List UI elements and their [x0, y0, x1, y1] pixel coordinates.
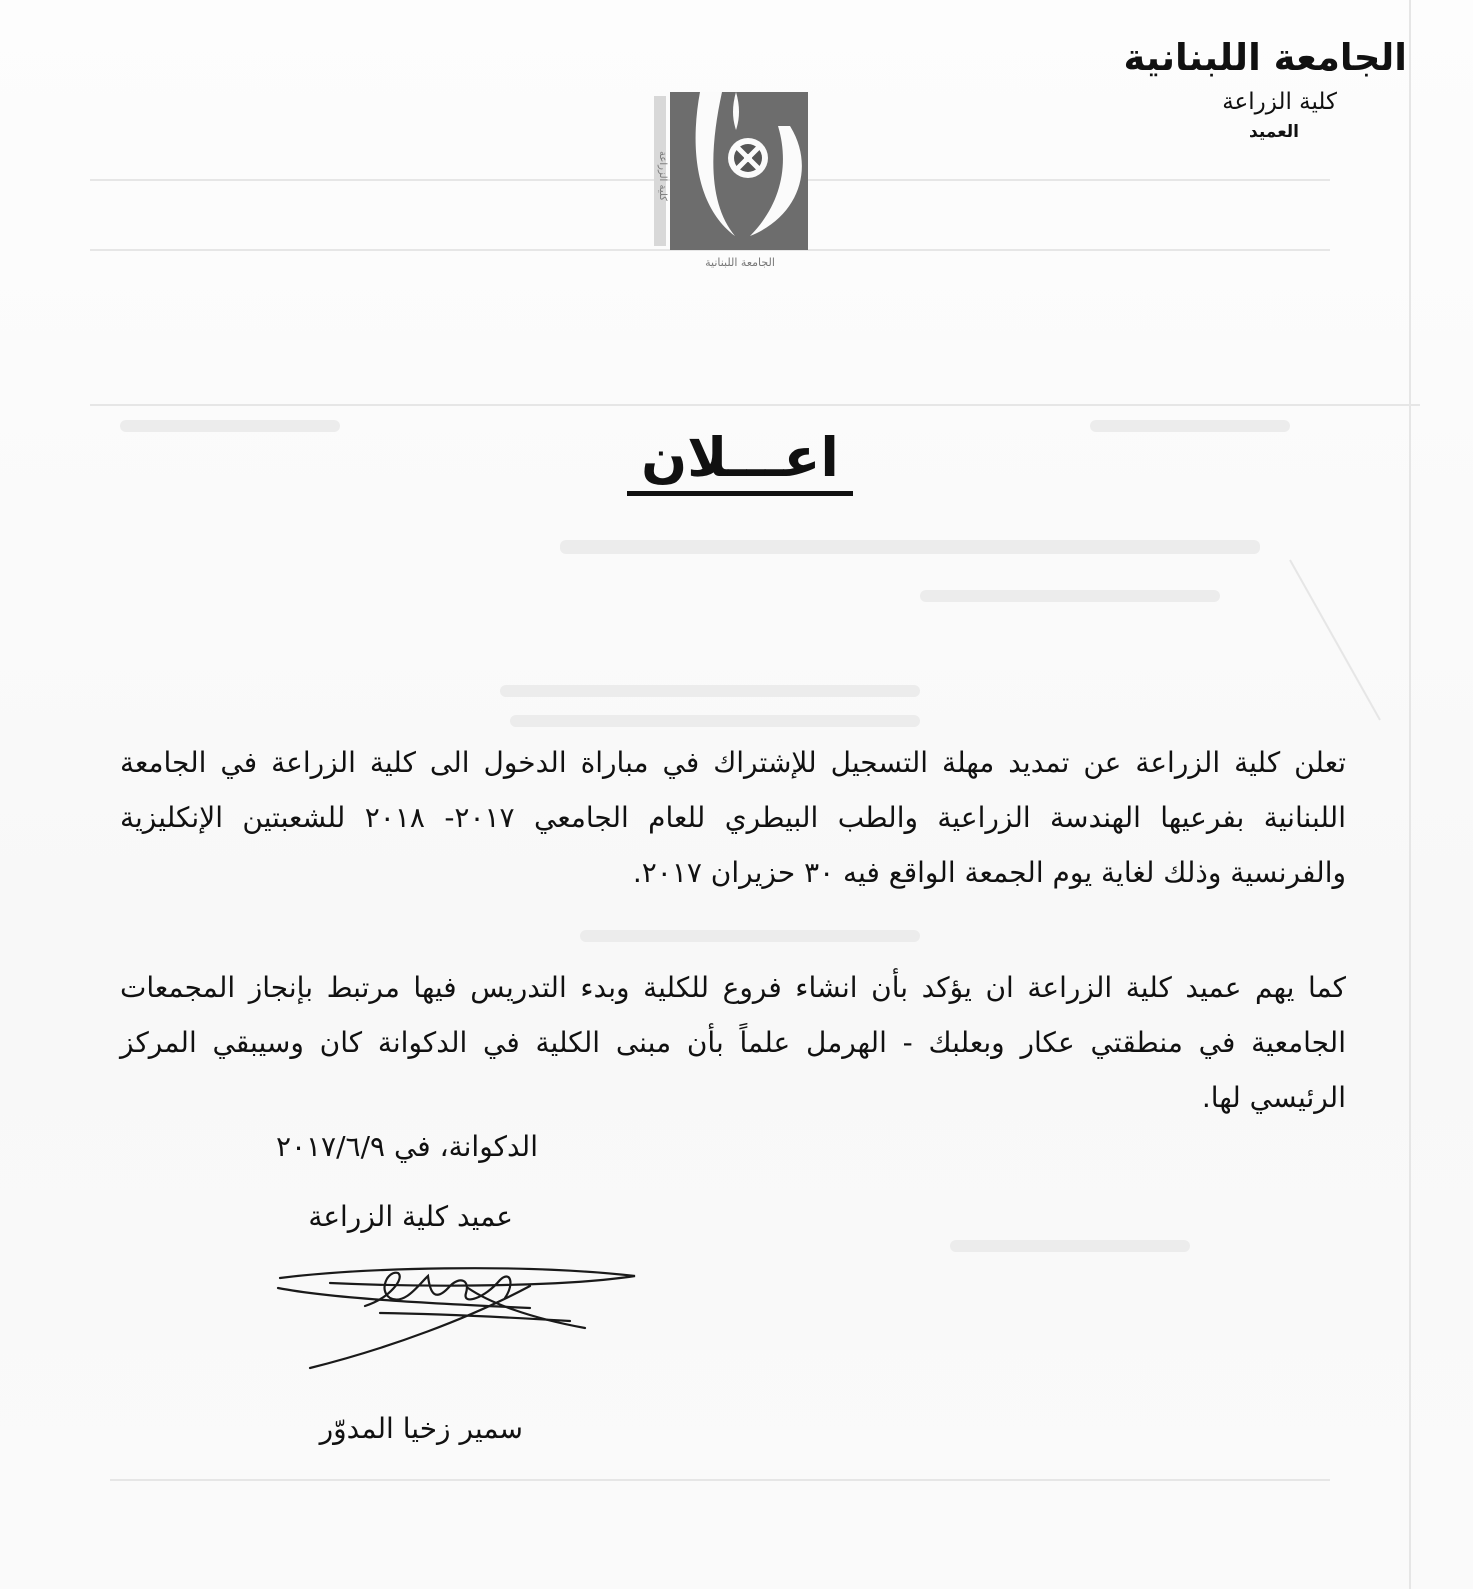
- university-name: الجامعة اللبنانية: [1123, 36, 1407, 79]
- dean-title: عميد كلية الزراعة: [308, 1200, 513, 1233]
- announcement-paragraph-1: تعلن كلية الزراعة عن تمديد مهلة التسجيل للإشتراك في مباراة الدخول الى كلية الزراعة في الجامعة اللبنانية بفرعيها الهندسة الزراعية والطب البيطري للعام الجامعي ٢٠١٧- ٢٠١٨ للشعبتين الإنكليزية والفرنسية وذلك لغاية يوم الجمعة الواقع فيه ٣٠ حزيران ٢٠١٧.: [120, 746, 1346, 889]
- faculty-name: كلية الزراعة: [1222, 89, 1337, 116]
- dean-name: سمير زخيا المدوّر: [319, 1412, 523, 1445]
- announcement-paragraph-2: كما يهم عميد كلية الزراعة ان يؤكد بأن انشاء فروع للكلية وبدء التدريس فيها مرتبط بإنجاز المجمعات الجامعية في منطقتي عكار وبعلبك - الهرمل علماً بأن مبنى الكلية في الدكوانة كان وسيبقي المركز الرئيسي لها.: [120, 971, 1346, 1114]
- place-date: الدكوانة، في ٢٠١٧/٦/٩: [275, 1130, 538, 1163]
- emblem-bottom-text: الجامعة اللبنانية: [705, 256, 775, 269]
- emblem-vertical-text: كلية الزراعة: [657, 151, 668, 201]
- handwritten-signature-icon: [270, 1258, 650, 1378]
- dean-office-label: العميد: [1249, 122, 1299, 143]
- announcement-title-text: اعـــلان: [627, 426, 853, 496]
- announcement-title: [590, 420, 890, 496]
- letterhead: [1027, 36, 1407, 142]
- university-emblem-icon: [640, 86, 830, 276]
